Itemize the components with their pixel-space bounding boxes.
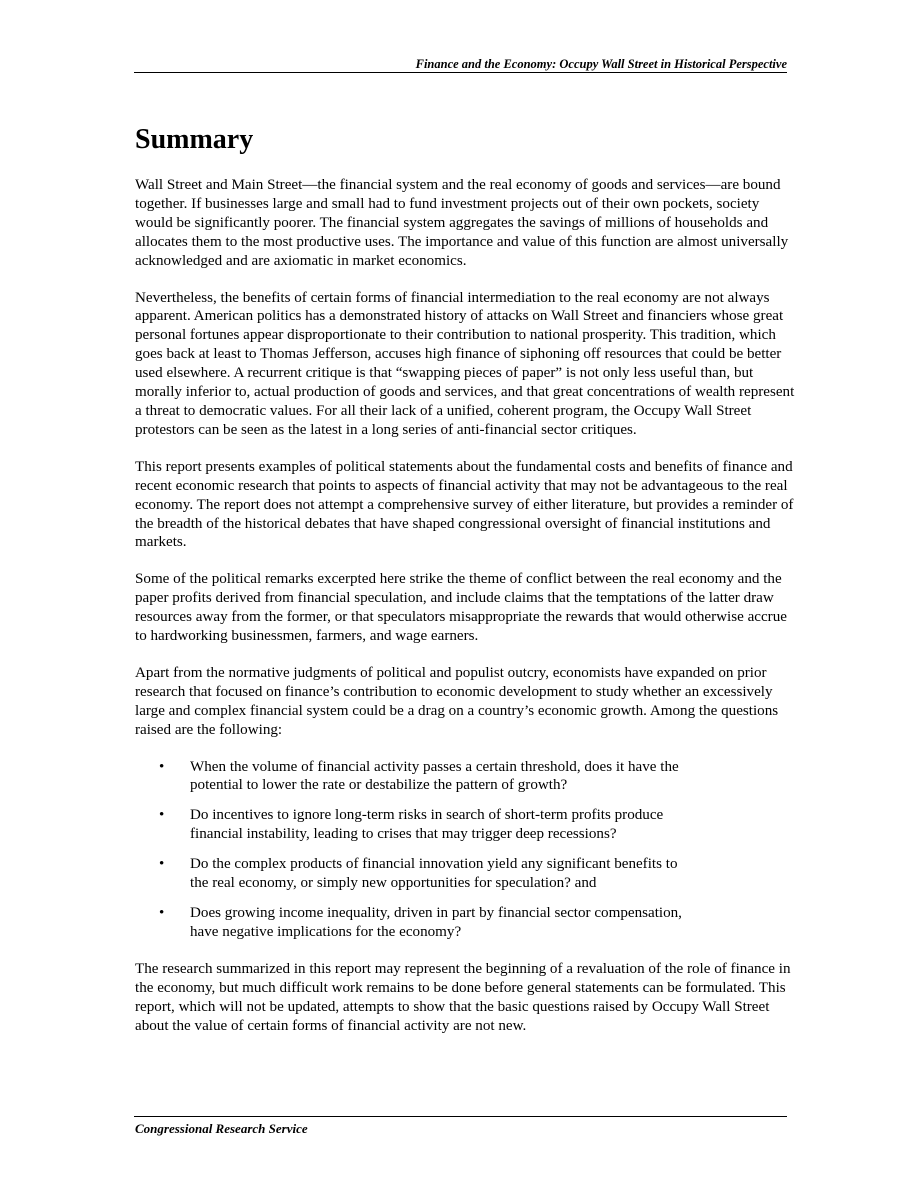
list-item-line: potential to lower the rate or destabilize the pattern of growth? xyxy=(190,777,568,794)
summary-body xyxy=(135,176,795,1053)
footer-organization: Congressional Research Service xyxy=(135,1121,308,1136)
list-item-line: When the volume of financial activity passes a certain threshold, does it have the xyxy=(190,758,679,775)
list-item xyxy=(135,855,795,893)
list-item-line: the real economy, or simply new opportunities for speculation? and xyxy=(190,875,597,892)
closing-paragraph: The research summarized in this report may represent the beginning of a revaluation of the role of finance in the economy, but much difficult work remains to be done before general statements can be formulated. This report, which will not be updated, attempts to show that the basic questions raised by Occupy Wall Street about the value of certain forms of financial activity are not new. xyxy=(135,960,791,1034)
paragraph-4: Some of the political remarks excerpted here strike the theme of conflict between the real economy and the paper profits derived from financial speculation, and include claims that the temptations of the latter draw resources away from the former, or that speculators misappropriate the rewards that would otherwise accrue to hardworking businessmen, farmers, and wage earners. xyxy=(135,571,787,645)
footer-divider xyxy=(134,1116,787,1117)
paragraph-5: Apart from the normative judgments of political and populist outcry, economists have expanded on prior research that focused on finance’s contribution to economic development to study whether an excessively large and complex financial system could be a drag on a country’s economic growth. Among the questions raised are the following: xyxy=(135,664,779,738)
list-item-line: financial instability, leading to crises that may trigger deep recessions? xyxy=(190,826,617,843)
list-item xyxy=(135,806,795,844)
bullet-icon: • xyxy=(159,856,165,873)
questions-list xyxy=(135,758,795,942)
header-divider xyxy=(134,72,787,73)
list-item xyxy=(135,904,795,942)
list-item-line: Do incentives to ignore long-term risks in search of short-term profits produce xyxy=(190,807,664,824)
list-item-line: Do the complex products of financial innovation yield any significant benefits to xyxy=(190,856,678,873)
paragraph-1: Wall Street and Main Street—the financial system and the real economy of goods and services—are bound together. If businesses large and small had to fund investment projects out of their own pockets, society would be significantly poorer. The financial system aggregates the savings of millions of households and allocates them to the most productive uses. The importance and value of this function are almost universally acknowledged and are axiomatic in market economics. xyxy=(135,177,789,269)
list-item-line: Does growing income inequality, driven in part by financial sector compensation, xyxy=(190,905,682,921)
bullet-icon: • xyxy=(159,905,165,921)
paragraph-3: This report presents examples of political statements about the fundamental costs and benefits of finance and recent economic research that points to aspects of financial activity that may not be advantageous to the real economy. The report does not attempt a comprehensive survey of either literature, but provides a reminder of the breadth of the historical debates that have shaped congressional oversight of financial institutions and markets. xyxy=(135,458,794,551)
section-title: Summary xyxy=(135,124,254,155)
running-header: Finance and the Economy: Occupy Wall Street in Historical Perspective xyxy=(415,57,787,71)
bullet-icon: • xyxy=(159,807,165,824)
list-item-line: have negative implications for the economy? xyxy=(190,923,462,940)
bullet-icon: • xyxy=(159,758,165,775)
paragraph-2: Nevertheless, the benefits of certain forms of financial intermediation to the real economy are not always apparent. American politics has a demonstrated history of attacks on Wall Street and financiers whose great personal fortunes appear disproportionate to their contribution to national prosperity. This tradition, which goes back at least to Thomas Jefferson, accuses high finance of siphoning off resources that could be better used elsewhere. A recurrent critique is that “swapping pieces of paper” is not only less useful than, but morally inferior to, actual production of goods and services, and that great concentrations of wealth represent a threat to democratic values. For all their lack of a unified, coherent program, the Occupy Wall Street protestors can be seen as the latest in a long series of anti-financial sector critiques. xyxy=(135,289,795,438)
list-item xyxy=(135,758,795,796)
